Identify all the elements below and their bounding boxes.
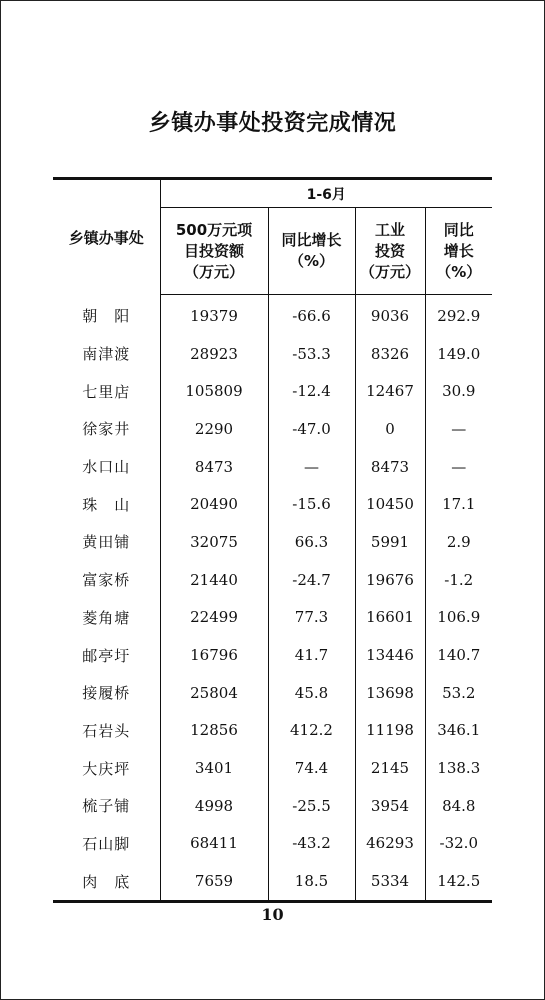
table-row [53, 599, 492, 637]
table-cell: 9036 [355, 295, 425, 335]
table-cell: 3401 [160, 749, 268, 787]
table-row [53, 862, 492, 901]
table-row [53, 523, 492, 561]
table-cell: — [451, 457, 467, 476]
column-header-line: 同比 [443, 220, 474, 239]
table-cell: 25804 [160, 674, 268, 712]
table-cell: 10450 [355, 485, 425, 523]
region-name-cell: 朝 阳 [53, 295, 160, 335]
region-name-cell: 珠 山 [53, 485, 160, 523]
table-cell: 21440 [160, 561, 268, 599]
region-name-cell: 大庆坪 [53, 749, 160, 787]
table-row [53, 485, 492, 523]
region-name-cell: 邮亭圩 [53, 636, 160, 674]
table-cell: 13446 [355, 636, 425, 674]
column-header-line: 增长 [443, 241, 474, 260]
table-cell: 8473 [355, 448, 425, 486]
table-row [53, 448, 492, 486]
table-row [53, 372, 492, 410]
column-header [268, 208, 355, 295]
table-cell: 105809 [160, 372, 268, 410]
table-cell: 18.5 [268, 862, 355, 901]
table-cell: 45.8 [268, 674, 355, 712]
table-cell: 53.2 [442, 683, 476, 702]
table-cell: 66.3 [268, 523, 355, 561]
table-row [53, 410, 492, 448]
table-cell: 8326 [355, 335, 425, 373]
investment-table [53, 177, 492, 903]
table-cell: 4998 [160, 787, 268, 825]
table-cell: 106.9 [437, 608, 481, 627]
table-cell: 142.5 [437, 872, 481, 891]
table-cell: -32.0 [439, 834, 478, 853]
table-cell: 13698 [355, 674, 425, 712]
table-cell: 5991 [355, 523, 425, 561]
table-cell: 2145 [355, 749, 425, 787]
table-row [53, 335, 492, 373]
region-name-cell: 南津渡 [53, 335, 160, 373]
table-cell: 0 [355, 410, 425, 448]
table-cell: 77.3 [268, 599, 355, 637]
region-name-cell: 富家桥 [53, 561, 160, 599]
table-cell: 16601 [355, 599, 425, 637]
region-name-cell: 徐家井 [53, 410, 160, 448]
column-header [425, 208, 492, 295]
region-name-cell: 水口山 [53, 448, 160, 486]
table-row [53, 712, 492, 750]
table-cell: 12467 [355, 372, 425, 410]
table-cell: — [451, 419, 467, 438]
table-cell: 17.1 [442, 495, 476, 514]
table-cell: -43.2 [268, 825, 355, 863]
period-header: 1-6月 [160, 179, 492, 208]
table-cell: 22499 [160, 599, 268, 637]
table-cell: 16796 [160, 636, 268, 674]
column-header-line: 同比增长 [281, 231, 342, 249]
table-cell: 68411 [160, 825, 268, 863]
table-row [53, 561, 492, 599]
table-row [53, 295, 492, 335]
table-cell: -24.7 [268, 561, 355, 599]
table-cell: 20490 [160, 485, 268, 523]
region-column-header: 乡镇办事处 [53, 179, 160, 295]
table-cell: 2.9 [446, 532, 471, 551]
page-number: 10 [261, 905, 284, 924]
table-row [53, 674, 492, 712]
table-cell: 140.7 [437, 646, 481, 665]
table-cell: 149.0 [437, 344, 481, 363]
column-header-line: （万元） [183, 262, 244, 281]
table-cell: 412.2 [268, 712, 355, 750]
table-cell: 5334 [355, 862, 425, 901]
table-cell: 11198 [355, 712, 425, 750]
table-cell: 32075 [160, 523, 268, 561]
table-cell: 74.4 [268, 749, 355, 787]
region-name-cell: 石岩头 [53, 712, 160, 750]
column-header [355, 208, 425, 295]
table-row [53, 787, 492, 825]
table-cell: 3954 [355, 787, 425, 825]
table-cell: -47.0 [268, 410, 355, 448]
table-cell: 30.9 [442, 382, 476, 401]
table-cell: -53.3 [268, 335, 355, 373]
table-cell: -66.6 [268, 295, 355, 335]
table-cell: 346.1 [437, 721, 481, 740]
table-cell: 46293 [355, 825, 425, 863]
table-cell: -12.4 [268, 372, 355, 410]
table-row [53, 636, 492, 674]
page-title: 乡镇办事处投资完成情况 [148, 111, 397, 136]
table-cell: 7659 [160, 862, 268, 901]
column-header-line: 目投资额 [183, 241, 244, 260]
table-cell: — [268, 448, 355, 486]
column-header-line: 投资 [374, 241, 405, 260]
column-header-line: （万元） [359, 262, 420, 281]
table-cell: 19676 [355, 561, 425, 599]
table-cell: 19379 [160, 295, 268, 335]
region-name-cell: 石山脚 [53, 825, 160, 863]
table-cell: -15.6 [268, 485, 355, 523]
table-row [53, 825, 492, 863]
table-cell: 84.8 [442, 796, 476, 815]
column-header-line: 500万元项 [175, 220, 253, 239]
table-cell: 8473 [160, 448, 268, 486]
region-name-cell: 七里店 [53, 372, 160, 410]
region-name-cell: 接履桥 [53, 674, 160, 712]
region-name-cell: 肉 底 [53, 862, 160, 901]
column-header [160, 208, 268, 295]
table-cell: 2290 [160, 410, 268, 448]
table-cell: 41.7 [268, 636, 355, 674]
table-cell: 12856 [160, 712, 268, 750]
column-header-line: （%） [436, 262, 482, 281]
table-cell: -25.5 [268, 787, 355, 825]
column-header-line: （%） [288, 252, 335, 270]
table-row [53, 749, 492, 787]
region-name-cell: 菱角塘 [53, 599, 160, 637]
table-cell: 138.3 [437, 759, 481, 778]
region-name-cell: 黄田铺 [53, 523, 160, 561]
table-cell: -1.2 [444, 570, 474, 589]
table-cell: 28923 [160, 335, 268, 373]
column-header-line: 工业 [374, 220, 405, 239]
table-cell: 292.9 [437, 306, 481, 325]
region-name-cell: 梳子铺 [53, 787, 160, 825]
